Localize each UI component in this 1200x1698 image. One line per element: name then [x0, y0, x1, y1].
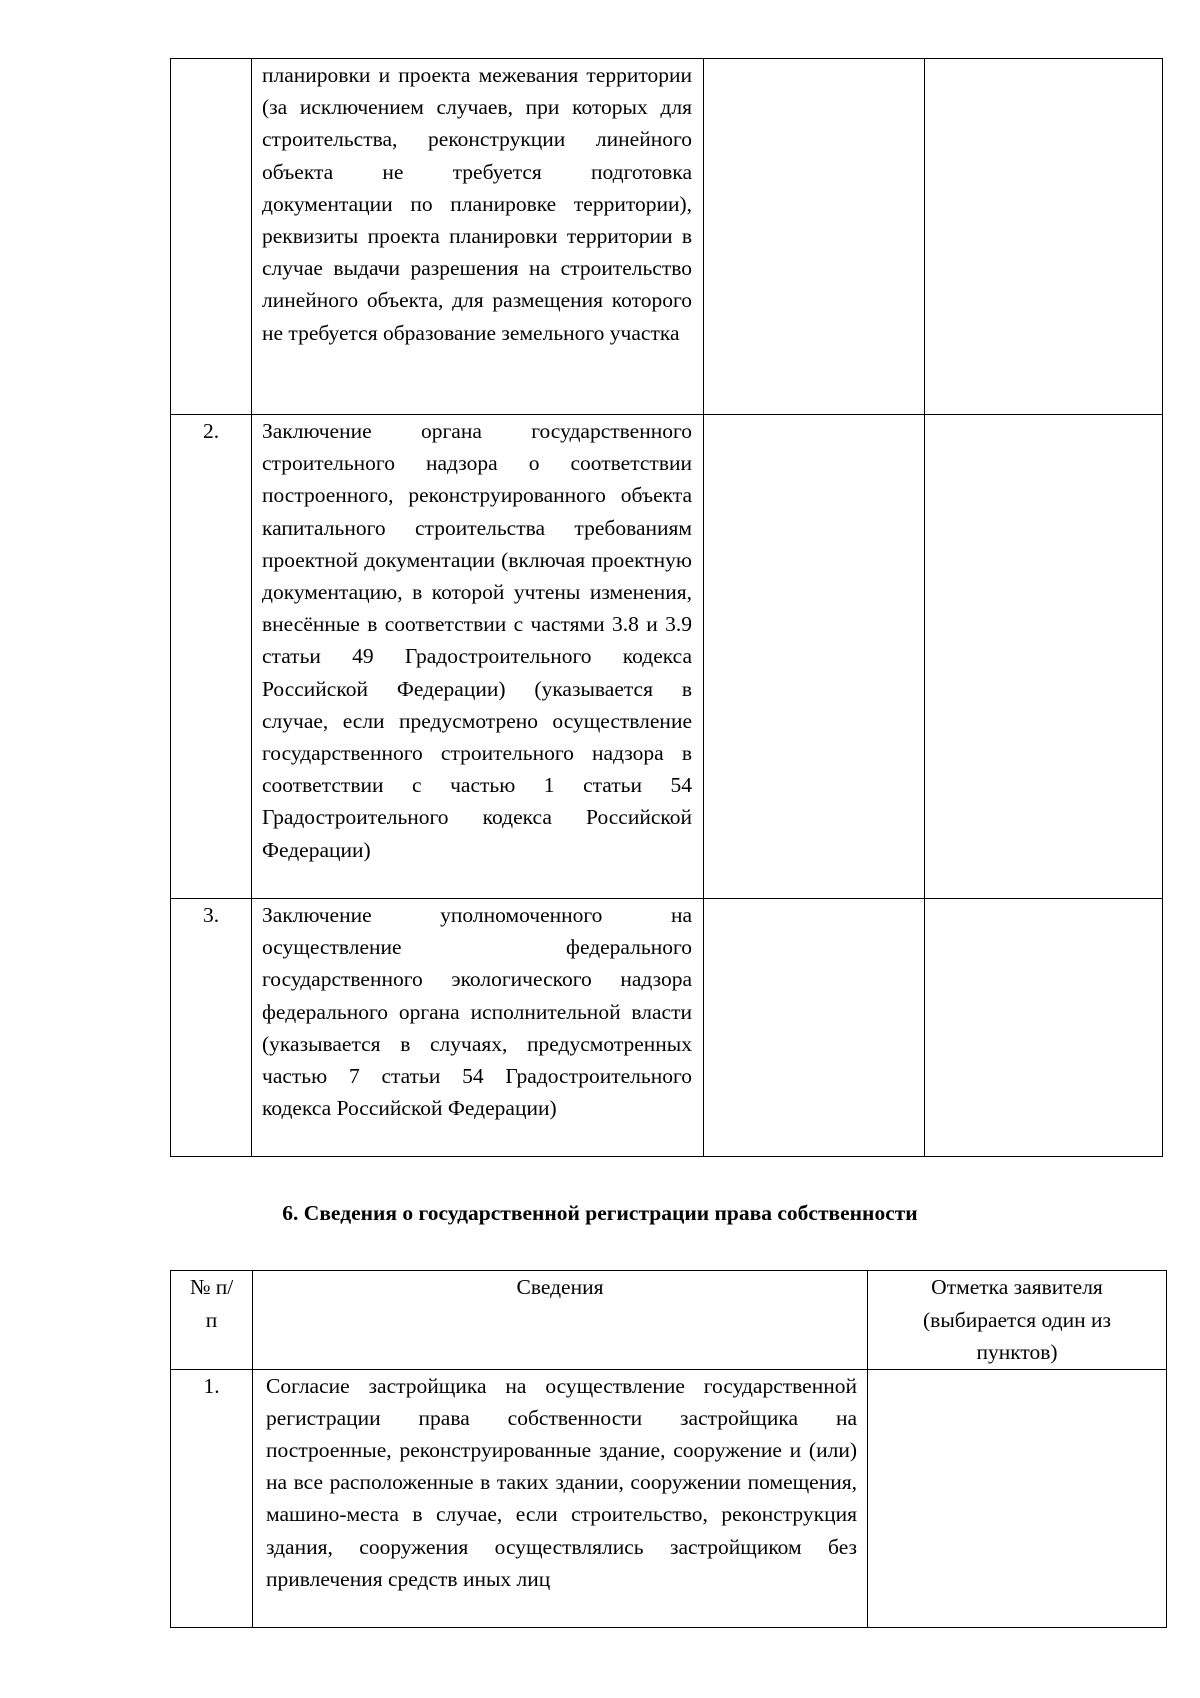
row-number: 2.	[171, 415, 252, 899]
empty-cell	[704, 415, 925, 899]
row-number	[171, 59, 252, 415]
number-column-header: № п/п	[171, 1271, 253, 1370]
row-text: Заключение органа государственного строительного надзора о соответствии построенного, реконструированного объекта капитального строительства требованиям проектной документации (включая проектную документацию, в которой учтены изменения, внесённые в соответствии с частями 3.8 и 3.9 статьи 49 Градостроительного кодекса Российской Федерации) (указывается в случае, если предусмотрено осуществление государственного строительного надзора в соответствии с частью 1 статьи 54 Градостроительного кодекса Российской Федерации)	[252, 415, 704, 899]
info-column-header: Сведения	[253, 1271, 868, 1370]
registration-table	[170, 1270, 1167, 1628]
table-row	[171, 59, 1163, 415]
empty-cell	[925, 415, 1163, 899]
row-text: Согласие застройщика на осуществление государственной регистрации права собственности застройщика на построенные, реконструированные здание, сооружение и (или) на все расположенные в таких здании, сооружении помещения, машино-места в случае, если строительство, реконструкция здания, сооружения осуществлялись застройщиком без привлечения средств иных лиц	[253, 1369, 868, 1627]
table-row	[171, 415, 1163, 899]
empty-cell	[704, 899, 925, 1157]
mark-column-header: Отметка заявителя (выбирается один из пунктов)	[868, 1271, 1167, 1370]
row-number: 1.	[171, 1369, 253, 1627]
table-header-row	[171, 1271, 1167, 1370]
table-row	[171, 1369, 1167, 1627]
applicant-mark-cell[interactable]	[868, 1369, 1167, 1627]
documents-table	[170, 58, 1163, 1157]
row-number: 3.	[171, 899, 252, 1157]
table-row	[171, 899, 1163, 1157]
empty-cell	[925, 59, 1163, 415]
row-text: планировки и проекта межевания территории (за исключением случаев, при которых для строительства, реконструкции линейного объекта не требуется подготовка документации по планировке территории), реквизиты проекта планировки территории в случае выдачи разрешения на строительство линейного объекта, для размещения которого не требуется образование земельного участка	[252, 59, 704, 415]
section-title: 6. Сведения о государственной регистрации права собственности	[282, 1201, 918, 1225]
empty-cell	[704, 59, 925, 415]
empty-cell	[925, 899, 1163, 1157]
row-text: Заключение уполномоченного на осуществление федерального государственного экологического надзора федерального органа исполнительной власти (указывается в случаях, предусмотренных частью 7 статьи 54 Градостроительного кодекса Российской Федерации)	[252, 899, 704, 1157]
